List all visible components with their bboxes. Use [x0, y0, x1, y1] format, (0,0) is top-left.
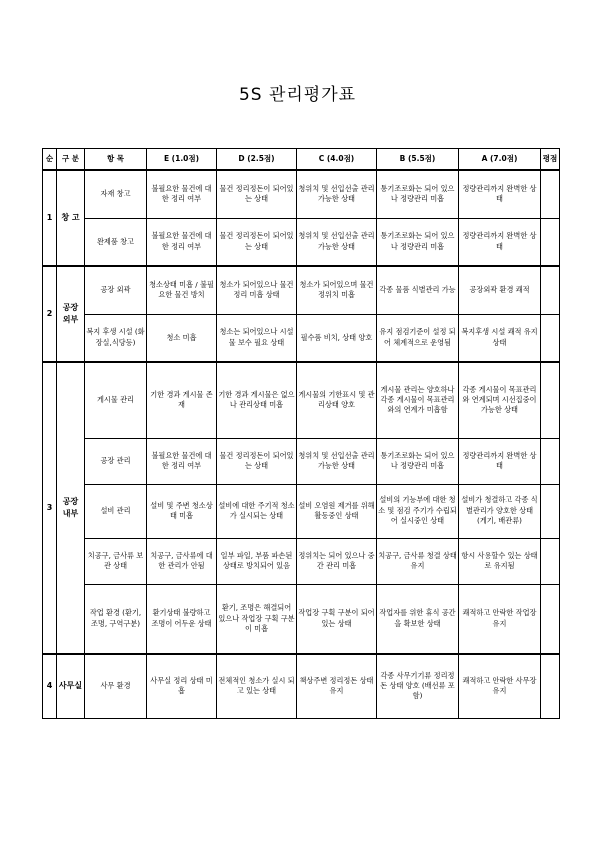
grade-a-cell: 정량관리까지 완벽한 상태: [459, 170, 541, 218]
grade-a-cell: 쾌적하고 안락한 사무장 유지: [459, 654, 541, 718]
table-row: [43, 538, 560, 584]
item-cell: 치공구, 금사류 보관 상태: [85, 538, 147, 584]
grade-e-cell: 사무실 정리 상태 미흡: [147, 654, 217, 718]
grade-d-cell: 전체적인 청소가 실시 되고 있는 상태: [217, 654, 297, 718]
group-number: 1: [43, 170, 57, 266]
header-num: 순: [43, 149, 57, 171]
group-number: 2: [43, 266, 57, 362]
group-area: 공장 외부: [57, 266, 85, 362]
grade-c-cell: 청위치 및 선입선출 관리 가능한 상태: [297, 218, 377, 266]
item-cell: 사무 환경: [85, 654, 147, 718]
grade-c-cell: 게시물의 기한표시 및 관리상태 양호: [297, 362, 377, 438]
grade-b-cell: 설비의 기능부에 대한 청소 및 점검 주기가 수립되어 실시중인 상태: [377, 484, 459, 538]
item-cell: 공장 관리: [85, 438, 147, 484]
grade-c-cell: 정위치는 되어 있으나 중간 관리 미흡: [297, 538, 377, 584]
score-cell[interactable]: [541, 218, 560, 266]
score-cell[interactable]: [541, 584, 560, 654]
grade-b-cell: 통기조로화는 되어 있으나 정량관리 미흡: [377, 218, 459, 266]
grade-e-cell: 청소 미흡: [147, 314, 217, 362]
grade-c-cell: 청소가 되어있으며 물건 정위치 미흡: [297, 266, 377, 314]
grade-d-cell: 물건 정리정돈이 되어있는 상태: [217, 170, 297, 218]
group-number: 3: [43, 362, 57, 654]
grade-b-cell: 통기조로화는 되어 있으나 정량관리 미흡: [377, 438, 459, 484]
grade-e-cell: 불필요한 물건에 대한 정리 여부: [147, 438, 217, 484]
score-cell[interactable]: [541, 170, 560, 218]
grade-a-cell: 정량관리까지 완벽한 상태: [459, 438, 541, 484]
score-cell[interactable]: [541, 654, 560, 718]
item-cell: 복지 후생 시설 (화장실,식당등): [85, 314, 147, 362]
score-cell[interactable]: [541, 362, 560, 438]
grade-e-cell: 불필요한 물건에 대한 정리 여부: [147, 218, 217, 266]
grade-a-cell: 설비가 청결하고 각종 식별관리가 양호한 상태 (게기, 배관류): [459, 484, 541, 538]
score-cell[interactable]: [541, 438, 560, 484]
grade-e-cell: 청소상태 미흡 / 불필요한 물건 방치: [147, 266, 217, 314]
grade-c-cell: 작업장 구획 구분이 되어 있는 상태: [297, 584, 377, 654]
table-row: [43, 584, 560, 654]
grade-e-cell: 설비 및 주변 청소상태 미흡: [147, 484, 217, 538]
grade-d-cell: 청소는 되어있으나 시설물 보수 필요 상태: [217, 314, 297, 362]
grade-b-cell: 작업자를 위한 휴식 공간을 확보한 상태: [377, 584, 459, 654]
grade-d-cell: 환기, 조명은 해결되어 있으나 작업장 구획 구분이 미흡: [217, 584, 297, 654]
grade-c-cell: 청위치 및 선입선출 관리 가능한 상태: [297, 438, 377, 484]
grade-a-cell: 쾌적하고 안락한 작업장 유지: [459, 584, 541, 654]
grade-a-cell: 각종 게시물이 목표관리 와 연계되며 시선집중이 가능한 상태: [459, 362, 541, 438]
table-row: [43, 218, 560, 266]
table-row: [43, 314, 560, 362]
item-cell: 완제품 창고: [85, 218, 147, 266]
score-cell[interactable]: [541, 314, 560, 362]
score-cell[interactable]: [541, 266, 560, 314]
header-item: 항 목: [85, 149, 147, 171]
grade-a-cell: 복지후생 시설 쾌적 유지 상태: [459, 314, 541, 362]
grade-d-cell: 설비에 대한 주기적 청소가 실시되는 상태: [217, 484, 297, 538]
item-cell: 자재 창고: [85, 170, 147, 218]
grade-e-cell: 환기상태 불량하고 조명이 어두운 상태: [147, 584, 217, 654]
grade-a-cell: 정량관리까지 완벽한 상태: [459, 218, 541, 266]
grade-a-cell: 공장외곽 환경 쾌적: [459, 266, 541, 314]
evaluation-table: [42, 148, 560, 719]
grade-d-cell: 기한 경과 게시물은 없으나 관리상태 미흡: [217, 362, 297, 438]
table-row: [43, 266, 560, 314]
grade-d-cell: 물건 정리정돈이 되어있는 상태: [217, 218, 297, 266]
group-area: 사무실: [57, 654, 85, 718]
item-cell: 게시물 관리: [85, 362, 147, 438]
grade-d-cell: 일부 파일, 부품 파손된 상태로 방치되어 있음: [217, 538, 297, 584]
grade-d-cell: 청소가 되어있으나 물건 정리 미흡 상태: [217, 266, 297, 314]
grade-c-cell: 필수품 비치, 상태 양호: [297, 314, 377, 362]
header-b: B (5.5점): [377, 149, 459, 171]
header-c: C (4.0점): [297, 149, 377, 171]
grade-b-cell: 게시물 관리는 양호하나 각종 게시물이 목표관리 와의 연계가 미흡함: [377, 362, 459, 438]
header-row: [43, 149, 560, 171]
grade-b-cell: 치공구, 금사류 청결 상태 유지: [377, 538, 459, 584]
score-cell[interactable]: [541, 484, 560, 538]
grade-e-cell: 치공구, 금사류에 대한 관리가 안됨: [147, 538, 217, 584]
item-cell: 설비 관리: [85, 484, 147, 538]
score-cell[interactable]: [541, 538, 560, 584]
grade-b-cell: 유지 점검기준이 설정 되어 체계적으로 운영됨: [377, 314, 459, 362]
grade-d-cell: 물건 정리정돈이 되어있는 상태: [217, 438, 297, 484]
header-area: 구 분: [57, 149, 85, 171]
table-row: [43, 170, 560, 218]
header-e: E (1.0점): [147, 149, 217, 171]
table-row: [43, 484, 560, 538]
page-title: 5S 관리평가표: [238, 85, 357, 105]
grade-c-cell: 책상주변 정리정돈 상태 유지: [297, 654, 377, 718]
header-score: 평점: [541, 149, 560, 171]
table-row: [43, 654, 560, 718]
item-cell: 공장 외곽: [85, 266, 147, 314]
header-a: A (7.0점): [459, 149, 541, 171]
item-cell: 작업 환경 (환기, 조명, 구역구분): [85, 584, 147, 654]
header-d: D (2.5점): [217, 149, 297, 171]
grade-b-cell: 각종 물품 식별관리 가능: [377, 266, 459, 314]
grade-c-cell: 청위치 및 선입선출 관리 가능한 상태: [297, 170, 377, 218]
grade-e-cell: 기한 경과 게시물 존재: [147, 362, 217, 438]
grade-e-cell: 불필요한 물건에 대한 정리 여부: [147, 170, 217, 218]
grade-b-cell: 통기조로화는 되어 있으나 정량관리 미흡: [377, 170, 459, 218]
group-number: 4: [43, 654, 57, 718]
group-area: 창 고: [57, 170, 85, 266]
grade-a-cell: 항시 사용할수 있는 상태로 유지됨: [459, 538, 541, 584]
table-row: [43, 438, 560, 484]
grade-b-cell: 각종 사무기기류 정리정돈 상태 양호 (배선류 포함): [377, 654, 459, 718]
table-row: [43, 362, 560, 438]
grade-c-cell: 설비 오염원 제거를 위해 활동중인 상태: [297, 484, 377, 538]
group-area: 공장 내부: [57, 362, 85, 654]
